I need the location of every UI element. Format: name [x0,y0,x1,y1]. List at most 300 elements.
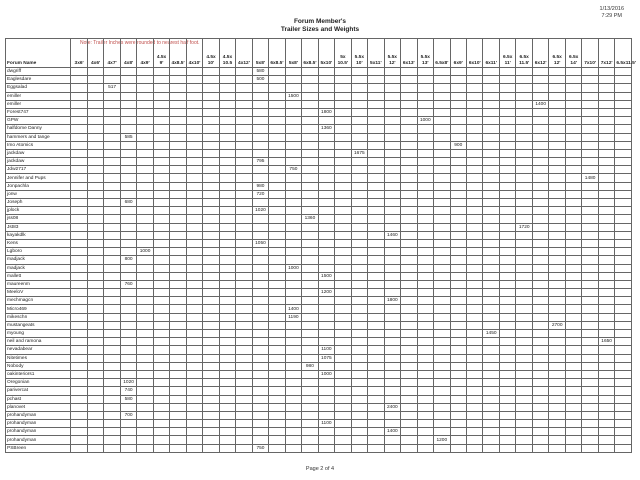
empty-cell [598,76,614,84]
empty-cell [137,68,153,76]
empty-cell [120,158,136,166]
empty-cell [434,305,450,313]
empty-cell [368,248,384,256]
empty-cell [269,239,285,247]
empty-cell [450,387,466,395]
column-header-size: 4x8.5' [170,39,186,68]
empty-cell [615,313,632,321]
empty-cell [598,305,614,313]
empty-cell [137,428,153,436]
empty-cell [582,395,598,403]
empty-cell [499,436,515,444]
empty-cell [236,379,252,387]
empty-cell [549,84,565,92]
empty-cell [499,403,515,411]
empty-cell [450,264,466,272]
empty-cell [87,272,103,280]
empty-cell [434,428,450,436]
empty-cell [318,84,334,92]
empty-cell [516,108,532,116]
empty-cell [153,289,169,297]
empty-cell [598,239,614,247]
empty-cell [467,321,483,329]
member-name: Forest747 [6,108,71,116]
empty-cell [335,272,351,280]
empty-cell [170,76,186,84]
empty-cell [384,280,400,288]
empty-cell [532,125,548,133]
empty-cell [302,289,318,297]
empty-cell [236,354,252,362]
empty-cell [417,125,433,133]
empty-cell [252,125,268,133]
weight-cell: 1360 [302,215,318,223]
empty-cell [236,76,252,84]
empty-cell [219,272,235,280]
empty-cell [186,231,202,239]
empty-cell [170,117,186,125]
empty-cell [71,190,87,198]
empty-cell [499,264,515,272]
empty-cell [219,379,235,387]
empty-cell [467,166,483,174]
empty-cell [87,411,103,419]
empty-cell [582,207,598,215]
empty-cell [219,174,235,182]
empty-cell [137,313,153,321]
empty-cell [499,158,515,166]
empty-cell [615,403,632,411]
empty-cell [516,239,532,247]
empty-cell [417,272,433,280]
empty-cell [351,264,367,272]
empty-cell [137,370,153,378]
empty-cell [434,92,450,100]
empty-cell [335,108,351,116]
empty-cell [203,436,219,444]
empty-cell [532,117,548,125]
empty-cell [120,370,136,378]
empty-cell [170,158,186,166]
empty-cell [203,76,219,84]
empty-cell [71,68,87,76]
empty-cell [582,346,598,354]
empty-cell [285,387,301,395]
empty-cell [615,125,632,133]
empty-cell [582,428,598,436]
empty-cell [434,420,450,428]
empty-cell [87,68,103,76]
empty-cell [368,223,384,231]
empty-cell [450,182,466,190]
empty-cell [285,207,301,215]
member-name: dwgriff [6,68,71,76]
empty-cell [137,84,153,92]
empty-cell [285,297,301,305]
empty-cell [467,100,483,108]
empty-cell [269,379,285,387]
column-header-size: 5.5x 12' [384,39,400,68]
member-name: jonw [6,190,71,198]
empty-cell [170,182,186,190]
empty-cell [467,297,483,305]
table-row [6,108,632,116]
empty-cell [401,428,417,436]
empty-cell [219,428,235,436]
empty-cell [516,379,532,387]
empty-cell [615,297,632,305]
empty-cell [335,149,351,157]
empty-cell [516,141,532,149]
empty-cell [153,346,169,354]
empty-cell [549,207,565,215]
empty-cell [120,174,136,182]
empty-cell [318,182,334,190]
empty-cell [318,362,334,370]
empty-cell [269,321,285,329]
empty-cell [170,174,186,182]
empty-cell [269,444,285,452]
empty-cell [499,68,515,76]
empty-cell [516,100,532,108]
empty-cell [565,338,581,346]
empty-cell [87,166,103,174]
member-name: emiller [6,100,71,108]
empty-cell [203,215,219,223]
weight-cell: 1500 [318,272,334,280]
weight-cell: 795 [252,158,268,166]
empty-cell [219,411,235,419]
empty-cell [417,428,433,436]
empty-cell [516,411,532,419]
empty-cell [499,141,515,149]
empty-cell [236,248,252,256]
empty-cell [236,297,252,305]
empty-cell [532,182,548,190]
weight-cell: 1500 [285,92,301,100]
empty-cell [302,420,318,428]
empty-cell [252,338,268,346]
empty-cell [615,223,632,231]
empty-cell [236,289,252,297]
empty-cell [335,264,351,272]
empty-cell [598,84,614,92]
empty-cell [285,190,301,198]
empty-cell [417,108,433,116]
empty-cell [285,68,301,76]
empty-cell [269,354,285,362]
empty-cell [302,354,318,362]
empty-cell [186,76,202,84]
empty-cell [516,256,532,264]
empty-cell [598,256,614,264]
empty-cell [467,420,483,428]
empty-cell [615,411,632,419]
empty-cell [153,141,169,149]
empty-cell [153,158,169,166]
empty-cell [483,190,499,198]
empty-cell [170,215,186,223]
empty-cell [368,436,384,444]
column-header-size: 3x6' [71,39,87,68]
empty-cell [186,117,202,125]
empty-cell [450,370,466,378]
empty-cell [120,117,136,125]
table-row [6,68,632,76]
empty-cell [203,280,219,288]
weight-cell: 517 [104,84,120,92]
empty-cell [565,362,581,370]
empty-cell [401,68,417,76]
empty-cell [285,444,301,452]
empty-cell [186,223,202,231]
empty-cell [104,305,120,313]
column-header-size: 4x6' [87,39,103,68]
member-name: nevadabear [6,346,71,354]
empty-cell [434,346,450,354]
weight-cell: 1720 [516,223,532,231]
empty-cell [499,199,515,207]
empty-cell [598,444,614,452]
empty-cell [318,395,334,403]
empty-cell [450,207,466,215]
empty-cell [137,174,153,182]
empty-cell [532,108,548,116]
empty-cell [203,149,219,157]
empty-cell [483,92,499,100]
empty-cell [615,190,632,198]
table-row [6,141,632,149]
empty-cell [483,387,499,395]
empty-cell [318,166,334,174]
empty-cell [252,346,268,354]
empty-cell [615,141,632,149]
empty-cell [598,158,614,166]
empty-cell [499,149,515,157]
empty-cell [467,256,483,264]
empty-cell [219,264,235,272]
empty-cell [302,199,318,207]
empty-cell [269,395,285,403]
empty-cell [417,379,433,387]
empty-cell [318,297,334,305]
empty-cell [153,379,169,387]
empty-cell [483,215,499,223]
empty-cell [351,428,367,436]
empty-cell [203,379,219,387]
column-header-size: 6.5x 14' [565,39,581,68]
empty-cell [417,76,433,84]
empty-cell [598,133,614,141]
empty-cell [368,330,384,338]
empty-cell [384,100,400,108]
empty-cell [87,248,103,256]
empty-cell [598,346,614,354]
empty-cell [87,117,103,125]
empty-cell [384,411,400,419]
empty-cell [71,174,87,182]
empty-cell [87,444,103,452]
empty-cell [532,272,548,280]
empty-cell [87,76,103,84]
empty-cell [71,223,87,231]
empty-cell [351,280,367,288]
empty-cell [434,370,450,378]
empty-cell [615,444,632,452]
empty-cell [104,411,120,419]
empty-cell [153,215,169,223]
weight-cell: 700 [120,411,136,419]
empty-cell [186,125,202,133]
empty-cell [582,84,598,92]
member-name: Jdw2717 [6,166,71,174]
empty-cell [318,92,334,100]
empty-cell [104,436,120,444]
empty-cell [104,313,120,321]
empty-cell [137,223,153,231]
empty-cell [401,395,417,403]
empty-cell [532,313,548,321]
empty-cell [87,215,103,223]
empty-cell [417,199,433,207]
empty-cell [335,158,351,166]
empty-cell [615,199,632,207]
empty-cell [170,133,186,141]
empty-cell [565,346,581,354]
empty-cell [434,166,450,174]
empty-cell [71,272,87,280]
empty-cell [401,174,417,182]
empty-cell [203,223,219,231]
empty-cell [549,387,565,395]
empty-cell [384,248,400,256]
empty-cell [269,68,285,76]
table-row [6,264,632,272]
empty-cell [71,411,87,419]
empty-cell [532,428,548,436]
empty-cell [219,190,235,198]
empty-cell [203,158,219,166]
empty-cell [351,84,367,92]
table-row [6,338,632,346]
empty-cell [203,182,219,190]
empty-cell [137,256,153,264]
empty-cell [483,379,499,387]
empty-cell [598,68,614,76]
empty-cell [368,280,384,288]
empty-cell [153,231,169,239]
empty-cell [87,280,103,288]
column-header-size: 6.5x 11' [499,39,515,68]
document-title [0,18,640,34]
empty-cell [285,354,301,362]
empty-cell [549,338,565,346]
empty-cell [434,207,450,215]
empty-cell [384,182,400,190]
empty-cell [137,420,153,428]
empty-cell [302,387,318,395]
empty-cell [71,370,87,378]
empty-cell [434,76,450,84]
empty-cell [87,92,103,100]
empty-cell [318,444,334,452]
empty-cell [499,395,515,403]
empty-cell [351,370,367,378]
empty-cell [401,321,417,329]
empty-cell [318,215,334,223]
member-name: kayakdlk [6,231,71,239]
empty-cell [203,108,219,116]
empty-cell [219,330,235,338]
empty-cell [203,420,219,428]
empty-cell [467,190,483,198]
empty-cell [285,141,301,149]
empty-cell [450,215,466,223]
empty-cell [104,256,120,264]
weight-cell: 1400 [532,100,548,108]
empty-cell [252,223,268,231]
empty-cell [104,108,120,116]
empty-cell [434,444,450,452]
empty-cell [467,223,483,231]
empty-cell [384,117,400,125]
empty-cell [368,387,384,395]
empty-cell [71,346,87,354]
empty-cell [549,149,565,157]
empty-cell [417,256,433,264]
empty-cell [615,182,632,190]
empty-cell [467,379,483,387]
empty-cell [450,436,466,444]
empty-cell [335,239,351,247]
empty-cell [417,403,433,411]
table-row [6,100,632,108]
empty-cell [186,100,202,108]
empty-cell [252,330,268,338]
empty-cell [236,330,252,338]
empty-cell [318,321,334,329]
empty-cell [219,199,235,207]
empty-cell [335,125,351,133]
empty-cell [615,330,632,338]
empty-cell [565,411,581,419]
empty-cell [450,297,466,305]
weight-cell: 680 [120,199,136,207]
empty-cell [384,379,400,387]
weight-cell: 2400 [384,403,400,411]
empty-cell [549,346,565,354]
empty-cell [434,223,450,231]
empty-cell [565,403,581,411]
empty-cell [71,215,87,223]
header-row [6,39,632,68]
empty-cell [417,68,433,76]
empty-cell [401,280,417,288]
empty-cell [598,354,614,362]
empty-cell [401,444,417,452]
print-time: 7:29 PM [601,13,622,19]
empty-cell [549,411,565,419]
empty-cell [450,354,466,362]
empty-cell [384,84,400,92]
empty-cell [87,346,103,354]
empty-cell [170,68,186,76]
empty-cell [170,256,186,264]
empty-cell [120,84,136,92]
member-name: jackdaw [6,149,71,157]
empty-cell [499,387,515,395]
empty-cell [153,248,169,256]
